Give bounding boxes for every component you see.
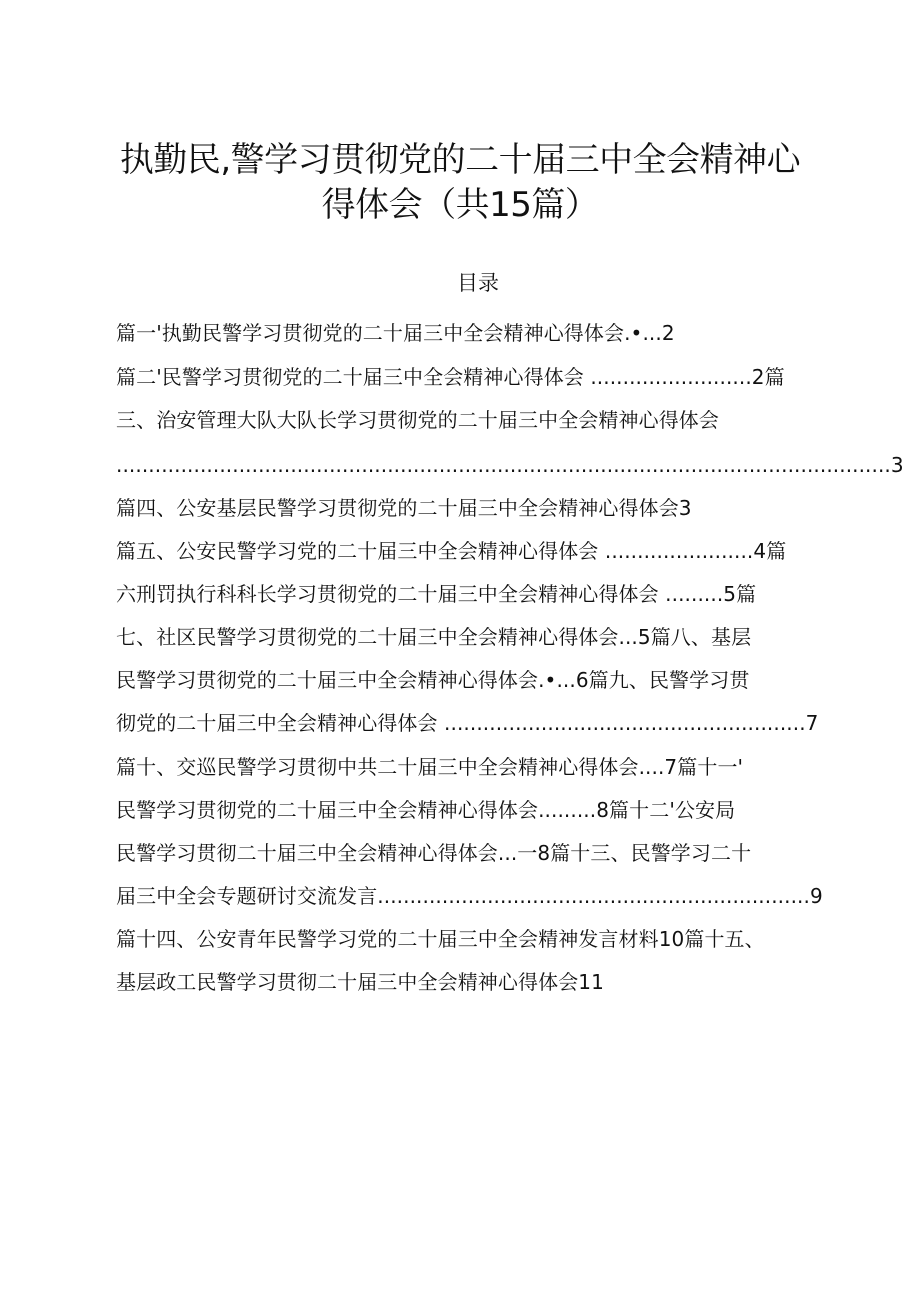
toc-line: 民警学习贯彻党的二十届三中全会精神心得体会.........8篇十二'公安局 [116, 798, 736, 822]
toc-line: ........................................................................................................................3 [116, 453, 904, 477]
document-title-line-2: 得体会（共15篇） [321, 185, 599, 225]
toc-line: 篇二'民警学习贯彻党的二十届三中全会精神心得体会 .........................2篇 [116, 365, 785, 389]
toc-line: 三、治安管理大队大队长学习贯彻党的二十届三中全会精神心得体会 [116, 408, 719, 432]
toc-line: 七、社区民警学习贯彻党的二十届三中全会精神心得体会...5篇八、基层 [116, 625, 752, 649]
toc-line: 彻党的二十届三中全会精神心得体会 ........................................................7 [116, 711, 819, 735]
document-title-line-1: 执勤民,警学习贯彻党的二十届三中全会精神心 [119, 140, 801, 180]
toc-line: 篇一'执勤民警学习贯彻党的二十届三中全会精神心得体会.•...2 [116, 321, 675, 345]
toc-line: 六刑罚执行科科长学习贯彻党的二十届三中全会精神心得体会 .........5篇 [116, 582, 757, 606]
toc-line: 篇十、交巡民警学习贯彻中共二十届三中全会精神心得体会....7篇十一' [116, 755, 744, 779]
toc-line: 篇十四、公安青年民警学习党的二十届三中全会精神发言材料10篇十五、 [116, 927, 765, 951]
toc-heading: 目录 [457, 271, 499, 295]
toc-line: 届三中全会专题研讨交流发言...................................................................9 [116, 884, 823, 908]
toc-line: 民警学习贯彻党的二十届三中全会精神心得体会.•...6篇九、民警学习贯 [116, 668, 750, 692]
toc-line: 基层政工民警学习贯彻二十届三中全会精神心得体会11 [116, 970, 604, 994]
toc-line: 篇四、公安基层民警学习贯彻党的二十届三中全会精神心得体会3 [116, 496, 692, 520]
toc-line: 民警学习贯彻二十届三中全会精神心得体会...一8篇十三、民警学习二十 [116, 841, 752, 865]
toc-line: 篇五、公安民警学习党的二十届三中全会精神心得体会 .......................4篇 [116, 539, 787, 563]
